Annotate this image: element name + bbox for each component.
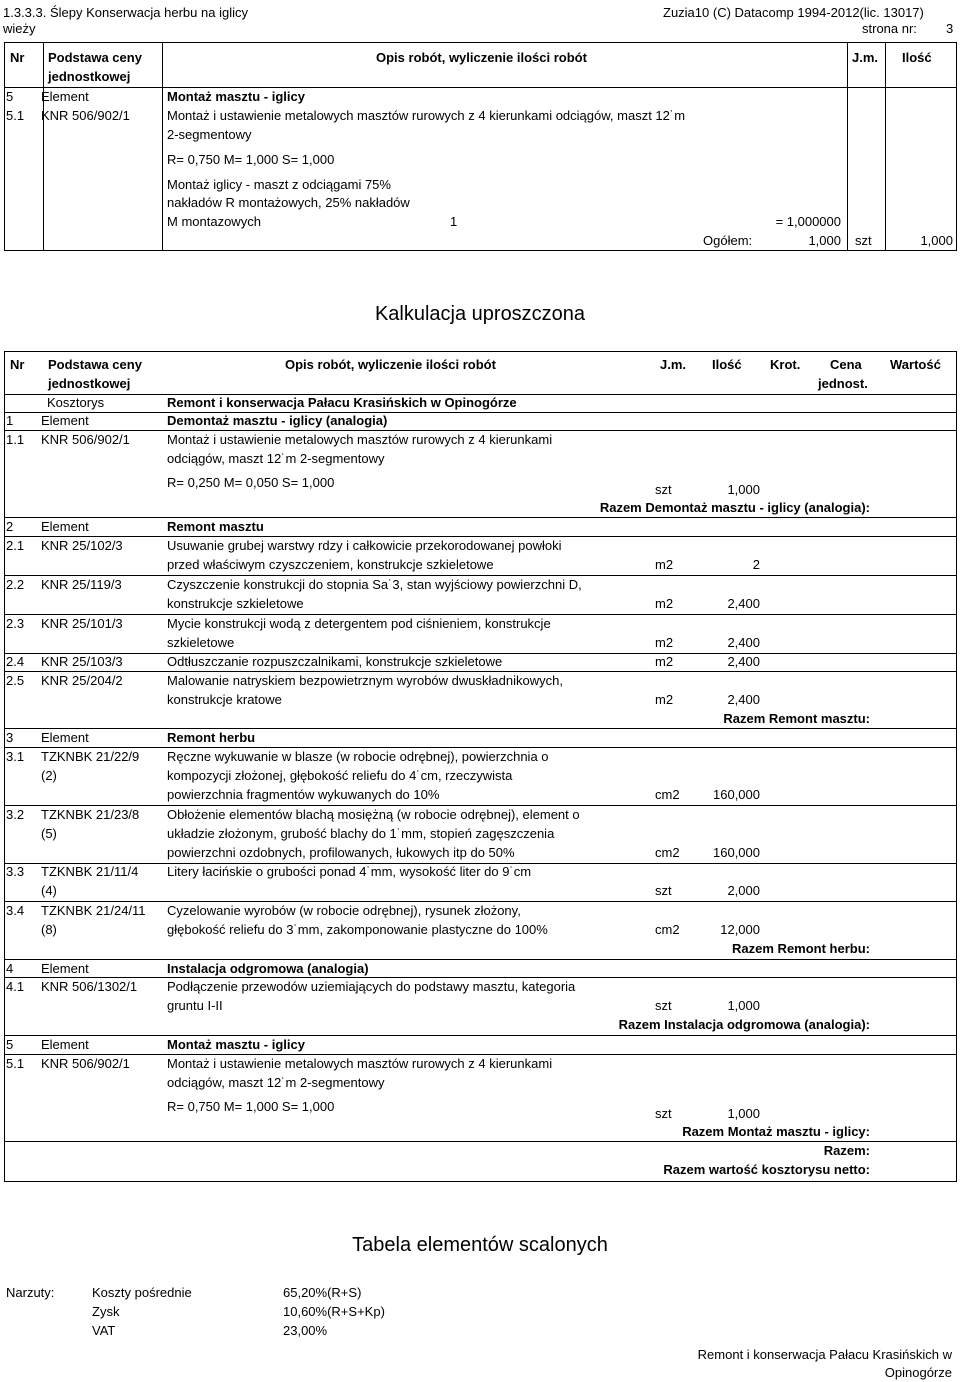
col-nr: Nr [10,50,25,65]
pos-2-5-desc-2: konstrukcje kratowe [167,692,282,707]
k-col-nr: Nr [10,357,25,372]
element-4-name: Instalacja odgromowa (analogia) [167,961,369,976]
pos-3-4-desc-2: głębokość reliefu do 3˙mm, zakomponowanie plastyczne do 100% [167,922,548,937]
pos-2-4-code: KNR 25/103/3 [41,654,123,669]
pos-3-4-qty: 12,000 [720,922,760,937]
pos-3-4-code: TZKNBK 21/24/11 [41,903,146,918]
pos-2-3-qty: 2,400 [727,635,760,650]
narzut-value: 65,20%(R+S) [283,1285,362,1300]
pos-3-3-jm: szt [655,883,672,898]
pos-2-5-jm: m2 [655,692,674,707]
pos-3-2-desc-3: powierzchni ozdobnych, profilowanych, łukowych itp do 50% [167,845,515,860]
k-col-ilosc: Ilość [712,357,742,372]
footer-project-2: Opinogórze [884,1365,952,1380]
page-label: strona nr: [862,21,917,36]
chapter-title-cont: wieży [3,21,36,36]
razem-element-5: Razem Montaż masztu - iglicy: [682,1124,870,1139]
position-nr: 5.1 [6,108,25,123]
narzut-name: VAT [92,1323,116,1338]
pos-3-2-nr: 3.2 [6,807,25,822]
pos-2-1-code: KNR 25/102/3 [41,538,123,553]
pos-3-4-desc: Cyzelowanie wyrobów (w robocie odrębnej), rysunek złożony, [167,903,521,918]
pos-3-3-code: TZKNBK 21/11/4 [41,864,139,879]
total-qty: 1,000 [920,233,953,248]
pos-2-5-code: KNR 25/204/2 [41,673,123,688]
element-4-nr: 4 [6,961,14,976]
narzut-value: 10,60%(R+S+Kp) [283,1304,385,1319]
razem-element-4: Razem Instalacja odgromowa (analogia): [618,1017,870,1032]
pos-4-1-desc: Podłączenie przewodów uziemiających do podstawy masztu, kategoria [167,979,576,994]
razem-element-2: Razem Remont masztu: [723,711,870,726]
k-col-podstawa-2: jednostkowej [48,376,131,391]
pos-2-3-nr: 2.3 [6,616,25,631]
pos-2-4-qty: 2,400 [727,654,760,669]
kalkulacja-title: Kalkulacja uproszczona [374,303,586,325]
pos-1-1-qty: 1,000 [727,482,760,497]
pos-3-3-desc: Litery łacińskie o grubości ponad 4˙mm, wysokość liter do 9˙cm [167,864,532,879]
pos-5-1-code: KNR 506/902/1 [41,1056,130,1071]
pos-3-2-jm: cm2 [655,845,680,860]
k-col-cena: Cena [830,357,862,372]
pos-2-3-jm: m2 [655,635,674,650]
pos-3-3-code-2: (4) [41,883,57,898]
narzut-value: 23,00% [283,1323,328,1338]
pos-5-1-jm: szt [655,1106,672,1121]
position-desc-2: 2-segmentowy [167,127,252,142]
razem-element-3: Razem Remont herbu: [732,941,870,956]
pos-3-4-code-2: (8) [41,922,57,937]
footer-project: Remont i konserwacja Pałacu Krasińskich w [697,1347,952,1362]
element-1-word: Element [41,413,89,428]
chapter-title: 1.3.3.3. Ślepy Konserwacja herbu na iglicy [3,5,248,20]
pos-2-4-nr: 2.4 [6,654,25,669]
col-jm: J.m. [852,50,879,65]
pos-5-1-desc-2: odciągów, maszt 12˙m 2-segmentowy [167,1075,385,1090]
calc-line-2: nakładów R montażowych, 25% nakładów [167,195,410,210]
pos-3-4-jm: cm2 [655,922,680,937]
calc-result: = 1,000000 [775,214,841,229]
total-value: 1,000 [808,233,841,248]
pos-2-1-qty: 2 [752,557,760,572]
pos-2-3-desc: Mycie konstrukcji wodą z detergentem pod ciśnieniem, konstrukcje [167,616,551,631]
pos-2-2-desc-2: konstrukcje szkieletowe [167,596,304,611]
pos-1-1-code: KNR 506/902/1 [41,432,130,447]
pos-4-1-nr: 4.1 [6,979,25,994]
pos-3-1-nr: 3.1 [6,749,25,764]
pos-3-3-qty: 2,000 [727,883,760,898]
pos-2-3-desc-2: szkieletowe [167,635,235,650]
pos-3-2-desc: Obłożenie elementów blachą mosiężną (w robocie odrębnej), element o [167,807,580,822]
pos-3-1-qty: 160,000 [713,787,760,802]
element-1-nr: 1 [6,413,14,428]
element-name: Montaż masztu - iglicy [167,89,305,104]
k-col-cena-2: jednost. [818,376,868,391]
pos-2-4-jm: m2 [655,654,674,669]
pos-2-1-jm: m2 [655,557,674,572]
element-3-word: Element [41,730,89,745]
pos-1-1-jm: szt [655,482,672,497]
pos-1-1-nr: 1.1 [6,432,25,447]
position-code: KNR 506/902/1 [41,108,130,123]
page-number: 3 [946,21,954,36]
pos-2-4-desc: Odtłuszczanie rozpuszczalnikami, konstrukcje szkieletowe [167,654,503,669]
pos-3-1-desc: Ręczne wykuwanie w blasze (w robocie odrębnej), powierzchnia o [167,749,549,764]
element-1-name: Demontaż masztu - iglicy (analogia) [167,413,388,428]
pos-4-1-code: KNR 506/1302/1 [41,979,138,994]
tabela-title: Tabela elementów scalonych [352,1234,608,1256]
pos-5-1-qty: 1,000 [727,1106,760,1121]
total-unit: szt [855,233,872,248]
pos-3-2-code: TZKNBK 21/23/8 [41,807,140,822]
narzut-name: Koszty pośrednie [92,1285,192,1300]
pos-2-5-qty: 2,400 [727,692,760,707]
col-ilosc: Ilość [902,50,932,65]
pos-1-1-desc-2: odciągów, maszt 12˙m 2-segmentowy [167,451,385,466]
pos-5-1-desc: Montaż i ustawienie metalowych masztów rurowych z 4 kierunkami [167,1056,553,1071]
k-col-jm: J.m. [660,357,687,372]
narzuty-label: Narzuty: [6,1285,55,1300]
calc-line-1: Montaż iglicy - maszt z odciągami 75% [167,177,391,192]
razem-total: Razem: [823,1143,870,1158]
pos-3-1-jm: cm2 [655,787,680,802]
pos-2-1-desc: Usuwanie grubej warstwy rdzy i całkowicie przekorodowanej powłoki [167,538,562,553]
pos-2-2-qty: 2,400 [727,596,760,611]
pos-3-2-code-2: (5) [41,826,57,841]
element-2-word: Element [41,519,89,534]
k-col-opis: Opis robót, wyliczenie ilości robót [285,357,496,372]
pos-2-2-jm: m2 [655,596,674,611]
pos-4-1-qty: 1,000 [727,998,760,1013]
pos-2-2-desc: Czyszczenie konstrukcji do stopnia Sa˙3, stan wyjściowy powierzchni D, [167,577,582,592]
col-podstawa: Podstawa ceny [48,50,142,65]
pos-3-1-code: TZKNBK 21/22/9 [41,749,140,764]
pos-2-5-desc: Malowanie natryskiem bezpowietrznym wyrobów dwuskładnikowych, [167,673,563,688]
pos-2-1-nr: 2.1 [6,538,25,553]
element-5-nr: 5 [6,1037,14,1052]
col-opis: Opis robót, wyliczenie ilości robót [376,50,587,65]
pos-2-2-nr: 2.2 [6,577,25,592]
col-podstawa-2: jednostkowej [48,69,131,84]
razem-element-1: Razem Demontaż masztu - iglicy (analogia): [599,500,870,515]
element-5-name: Montaż masztu - iglicy [167,1037,305,1052]
pos-1-1-rms: R= 0,250 M= 0,050 S= 1,000 [167,475,335,490]
pos-2-1-desc-2: przed właściwym czyszczeniem, konstrukcje szkieletowe [167,557,494,572]
position-desc: Montaż i ustawienie metalowych masztów rurowych z 4 kierunkami odciągów, maszt 12˙m [167,108,686,123]
pos-5-1-rms: R= 0,750 M= 1,000 S= 1,000 [167,1099,335,1114]
element-3-nr: 3 [6,730,14,745]
pos-3-1-desc-2: kompozycji złożonej, głębokość reliefu do 4˙cm, rzeczywista [167,768,513,783]
pos-5-1-nr: 5.1 [6,1056,25,1071]
element-nr: 5 [6,89,14,104]
pos-3-1-desc-3: powierzchnia fragmentów wykuwanych do 10% [167,787,440,802]
calc-line-3: M montazowych [167,214,261,229]
k-col-krot: Krot. [770,357,801,372]
pos-3-2-qty: 160,000 [713,845,760,860]
element-word: Element [41,89,89,104]
pos-4-1-desc-2: gruntu I-II [167,998,223,1013]
pos-4-1-jm: szt [655,998,672,1013]
narzut-name: Zysk [92,1304,120,1319]
pos-3-2-desc-2: układzie złożonym, grubość blachy do 1˙mm, stopień zagęszczenia [167,826,555,841]
kosztorys-label: Kosztorys [47,395,105,410]
k-col-podstawa: Podstawa ceny [48,357,142,372]
element-5-word: Element [41,1037,89,1052]
element-2-name: Remont masztu [167,519,264,534]
razem-netto: Razem wartość kosztorysu netto: [663,1162,870,1177]
pos-2-2-code: KNR 25/119/3 [41,577,122,592]
element-3-name: Remont herbu [167,730,256,745]
calc-qty: 1 [450,214,458,229]
pos-3-4-nr: 3.4 [6,903,25,918]
kosztorys-name: Remont i konserwacja Pałacu Krasińskich w Opinogórze [167,395,517,410]
pos-3-3-nr: 3.3 [6,864,25,879]
pos-2-5-nr: 2.5 [6,673,25,688]
pos-2-3-code: KNR 25/101/3 [41,616,123,631]
software-info: Zuzia10 (C) Datacomp 1994-2012(lic. 13017) [663,5,924,20]
element-2-nr: 2 [6,519,14,534]
pos-1-1-desc: Montaż i ustawienie metalowych masztów rurowych z 4 kierunkami [167,432,553,447]
total-label: Ogółem: [703,233,753,248]
k-col-wartosc: Wartość [890,357,941,372]
rms-coeffs: R= 0,750 M= 1,000 S= 1,000 [167,152,335,167]
element-4-word: Element [41,961,89,976]
pos-3-1-code-2: (2) [41,768,57,783]
